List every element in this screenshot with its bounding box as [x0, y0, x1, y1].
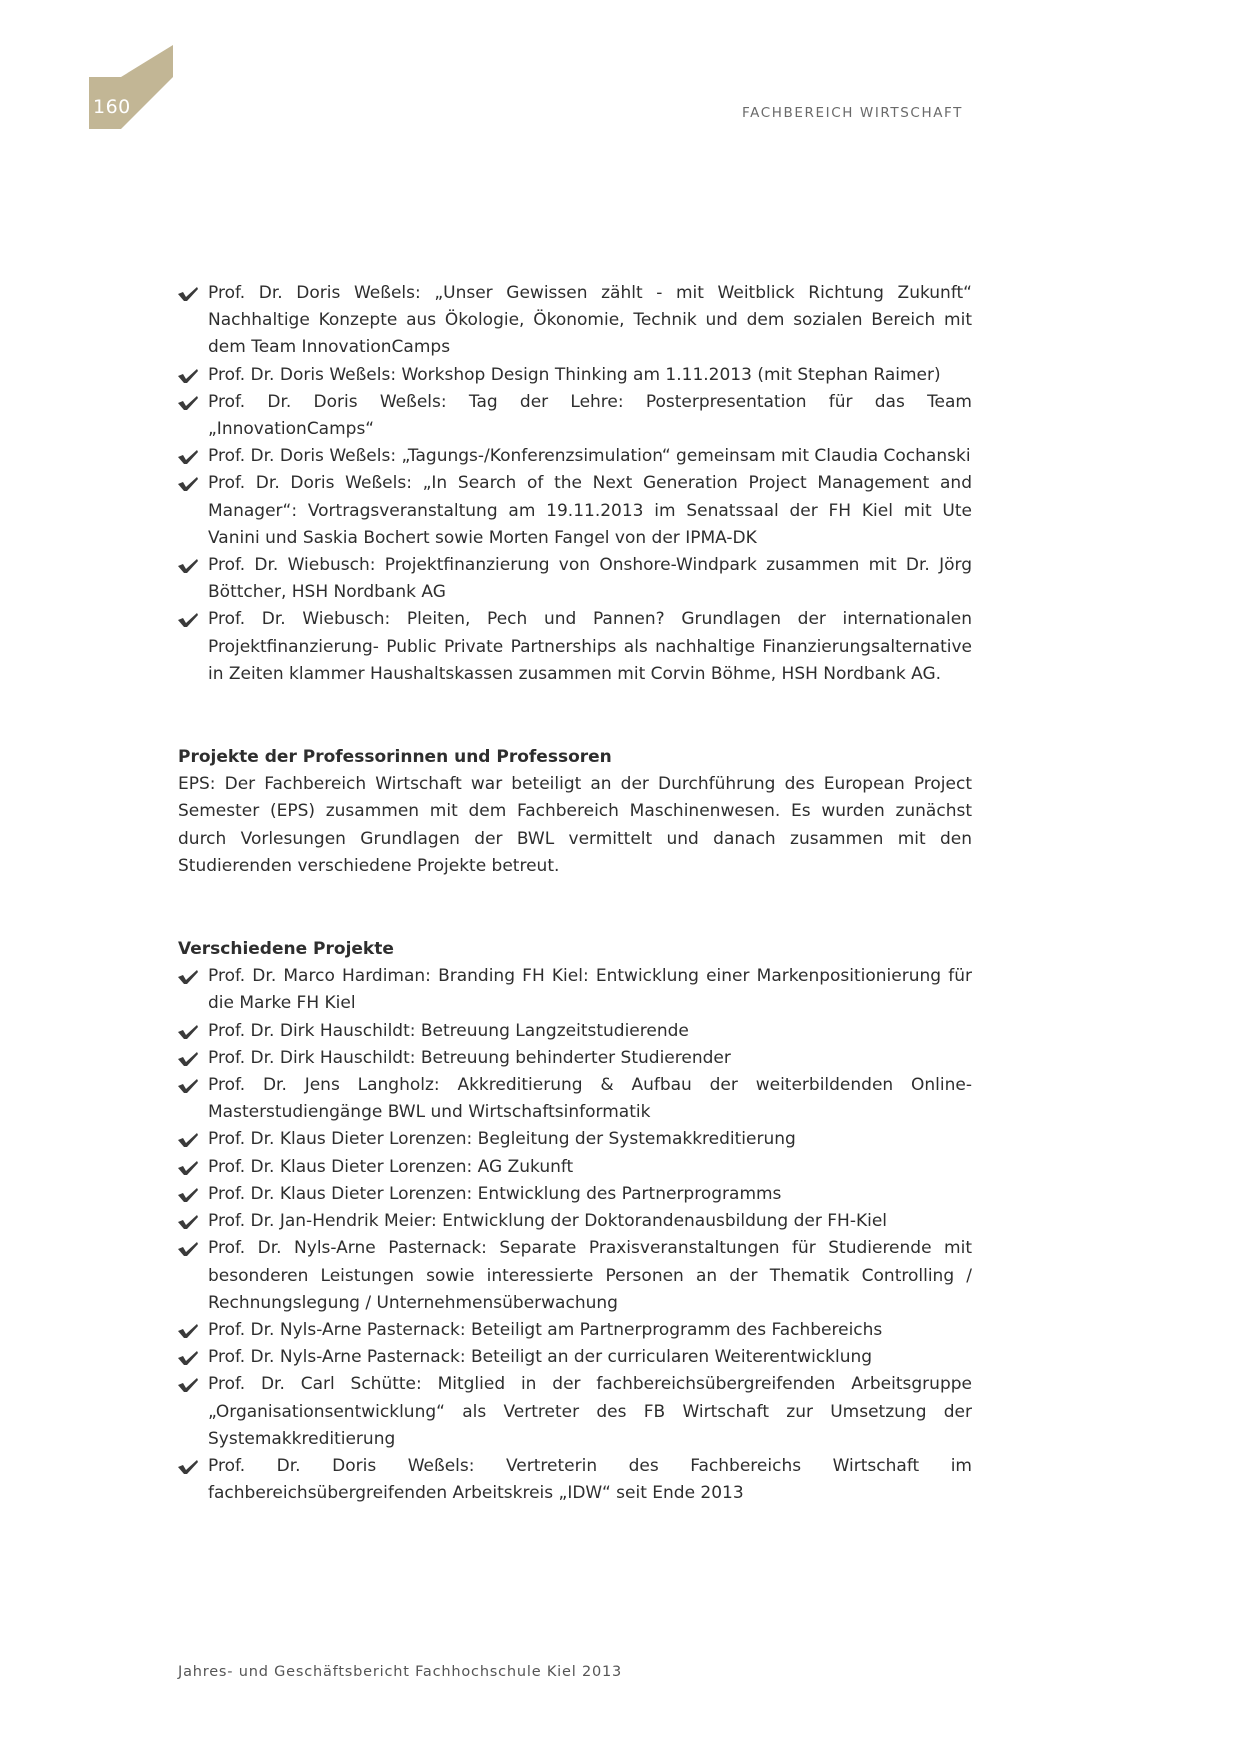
list-item-text: Prof. Dr. Doris Weßels: Tag der Lehre: Posterpresentation für das Team „InnovationCamps“ — [208, 391, 972, 440]
check-pen-icon — [178, 1460, 198, 1474]
check-pen-icon — [178, 1052, 198, 1066]
list-item-text: Prof. Dr. Nyls-Arne Pasternack: Beteiligt am Partnerprogramm des Fachbereichs — [208, 1319, 883, 1340]
list-item — [178, 963, 972, 1017]
list-item — [178, 1208, 972, 1235]
list-item — [178, 1371, 972, 1453]
check-pen-icon — [178, 1324, 198, 1338]
check-pen-icon — [178, 1161, 198, 1175]
list-item-text: Prof. Dr. Wiebusch: Pleiten, Pech und Pannen? Grundlagen der internationalen Projektfinanzierung- Public Private Partnerships als nachhaltige Finanzierungsalternative in Zeiten klammer Haushaltskassen zusammen mit Corvin Böhme, HSH Nordbank AG. — [208, 609, 972, 684]
projects-section — [178, 744, 972, 880]
list-item — [178, 362, 972, 389]
list-item-text: Prof. Dr. Nyls-Arne Pasternack: Beteiligt an der curricularen Weiterentwicklung — [208, 1347, 873, 1368]
main-content — [178, 280, 972, 1507]
list-item-text: Prof. Dr. Marco Hardiman: Branding FH Kiel: Entwicklung einer Markenpositionierung für die Marke FH Kiel — [208, 966, 972, 1014]
list-item-text: Prof. Dr. Klaus Dieter Lorenzen: Begleitung der Systemakkreditierung — [208, 1129, 796, 1150]
list-item — [178, 1453, 972, 1507]
check-pen-icon — [178, 559, 198, 573]
list-item-text: Prof. Dr. Jens Langholz: Akkreditierung & Aufbau der weiterbildenden Online-Masterstudiengänge BWL und Wirtschaftsinformatik — [208, 1075, 972, 1123]
check-pen-icon — [178, 1242, 198, 1256]
list-item — [178, 1317, 972, 1344]
page-number: 160 — [93, 96, 131, 118]
list-item-text: Prof. Dr. Doris Weßels: „Tagungs-/Konferenzsimulation“ gemeinsam mit Claudia Cochanski — [208, 446, 971, 467]
list-item-text: Prof. Dr. Klaus Dieter Lorenzen: Entwicklung des Partnerprogramms — [208, 1183, 782, 1204]
check-pen-icon — [178, 613, 198, 627]
list-item — [178, 606, 972, 688]
list-item-text: Prof. Dr. Klaus Dieter Lorenzen: AG Zukunft — [208, 1156, 574, 1177]
list-item-text: Prof. Dr. Nyls-Arne Pasternack: Separate Praxisveranstaltungen für Studierende mit besonderen Leistungen sowie interessierte Personen an der Thematik Controlling / Rechnungslegung / Unternehmensüberwachung — [208, 1238, 972, 1313]
check-pen-icon — [178, 1025, 198, 1039]
section-heading: Projekte der Professorinnen und Professoren — [178, 747, 612, 768]
check-pen-icon — [178, 450, 198, 464]
list-item — [178, 1154, 972, 1181]
list-item — [178, 1045, 972, 1072]
list-item — [178, 1072, 972, 1126]
list-item-text: Prof. Dr. Doris Weßels: Vertreterin des Fachbereichs Wirtschaft im fachbereichsübergreifenden Arbeitskreis „IDW“ seit Ende 2013 — [208, 1455, 972, 1504]
projects-list — [178, 963, 972, 1507]
list-item-text: Prof. Dr. Jan-Hendrik Meier: Entwicklung der Doktorandenausbildung der FH-Kiel — [208, 1211, 888, 1232]
list-item — [178, 443, 972, 470]
check-pen-icon — [178, 970, 198, 984]
list-item — [178, 1126, 972, 1153]
check-pen-icon — [178, 1079, 198, 1093]
list-item — [178, 1018, 972, 1045]
list-item-text: Prof. Dr. Wiebusch: Projektfinanzierung von Onshore-Windpark zusammen mit Dr. Jörg Böttcher, HSH Nordbank AG — [208, 555, 972, 603]
list-item-text: Prof. Dr. Dirk Hauschildt: Betreuung Langzeitstudierende — [208, 1020, 689, 1041]
list-item — [178, 1181, 972, 1208]
lecture-list — [178, 280, 972, 688]
check-pen-icon — [178, 1351, 198, 1365]
list-item-text: Prof. Dr. Doris Weßels: „In Search of the Next Generation Project Management and Manager“: Vortragsveranstaltung am 19.11.2013 im Senatssaal der FH Kiel mit Ute Vanini und Saskia Bochert sowie Morten Fangel von der IPMA-DK — [208, 473, 972, 548]
list-item — [178, 280, 972, 362]
list-item-text: Prof. Dr. Doris Weßels: „Unser Gewissen zählt - mit Weitblick Richtung Zukunft“ Nachhaltige Konzepte aus Ökologie, Ökonomie, Technik und dem sozialen Bereich mit dem Team InnovationCamps — [208, 283, 972, 358]
list-item — [178, 1344, 972, 1371]
check-pen-icon — [178, 287, 198, 301]
list-item — [178, 552, 972, 606]
check-pen-icon — [178, 369, 198, 383]
list-item-text: Prof. Dr. Dirk Hauschildt: Betreuung behinderter Studierender — [208, 1047, 731, 1068]
check-pen-icon — [178, 1133, 198, 1147]
check-pen-icon — [178, 1188, 198, 1202]
check-pen-icon — [178, 1378, 198, 1392]
section-heading: Verschiedene Projekte — [178, 939, 394, 960]
various-projects-section — [178, 936, 972, 1507]
list-item-text: Prof. Dr. Carl Schütte: Mitglied in der fachbereichsübergreifenden Arbeitsgruppe „Organisationsentwicklung“ als Vertreter des FB Wirtschaft zur Umsetzung der Systemakkreditierung — [208, 1374, 972, 1449]
page-footer: Jahres- und Geschäftsbericht Fachhochschule Kiel 2013 — [178, 1664, 623, 1680]
check-pen-icon — [178, 1215, 198, 1229]
list-item — [178, 470, 972, 552]
running-head: FACHBEREICH WIRTSCHAFT — [742, 105, 963, 121]
list-item-text: Prof. Dr. Doris Weßels: Workshop Design Thinking am 1.11.2013 (mit Stephan Raimer) — [208, 364, 941, 385]
list-item — [178, 1235, 972, 1317]
section-paragraph: EPS: Der Fachbereich Wirtschaft war beteiligt an der Durchführung des European Project Semester (EPS) zusammen mit dem Fachbereich Maschinenwesen. Es wurden zunächst durch Vorlesungen Grundlagen der BWL vermittelt und danach zusammen mit den Studierenden verschiedene Projekte betreut. — [178, 774, 972, 876]
check-pen-icon — [178, 477, 198, 491]
check-pen-icon — [178, 396, 198, 410]
list-item — [178, 389, 972, 443]
